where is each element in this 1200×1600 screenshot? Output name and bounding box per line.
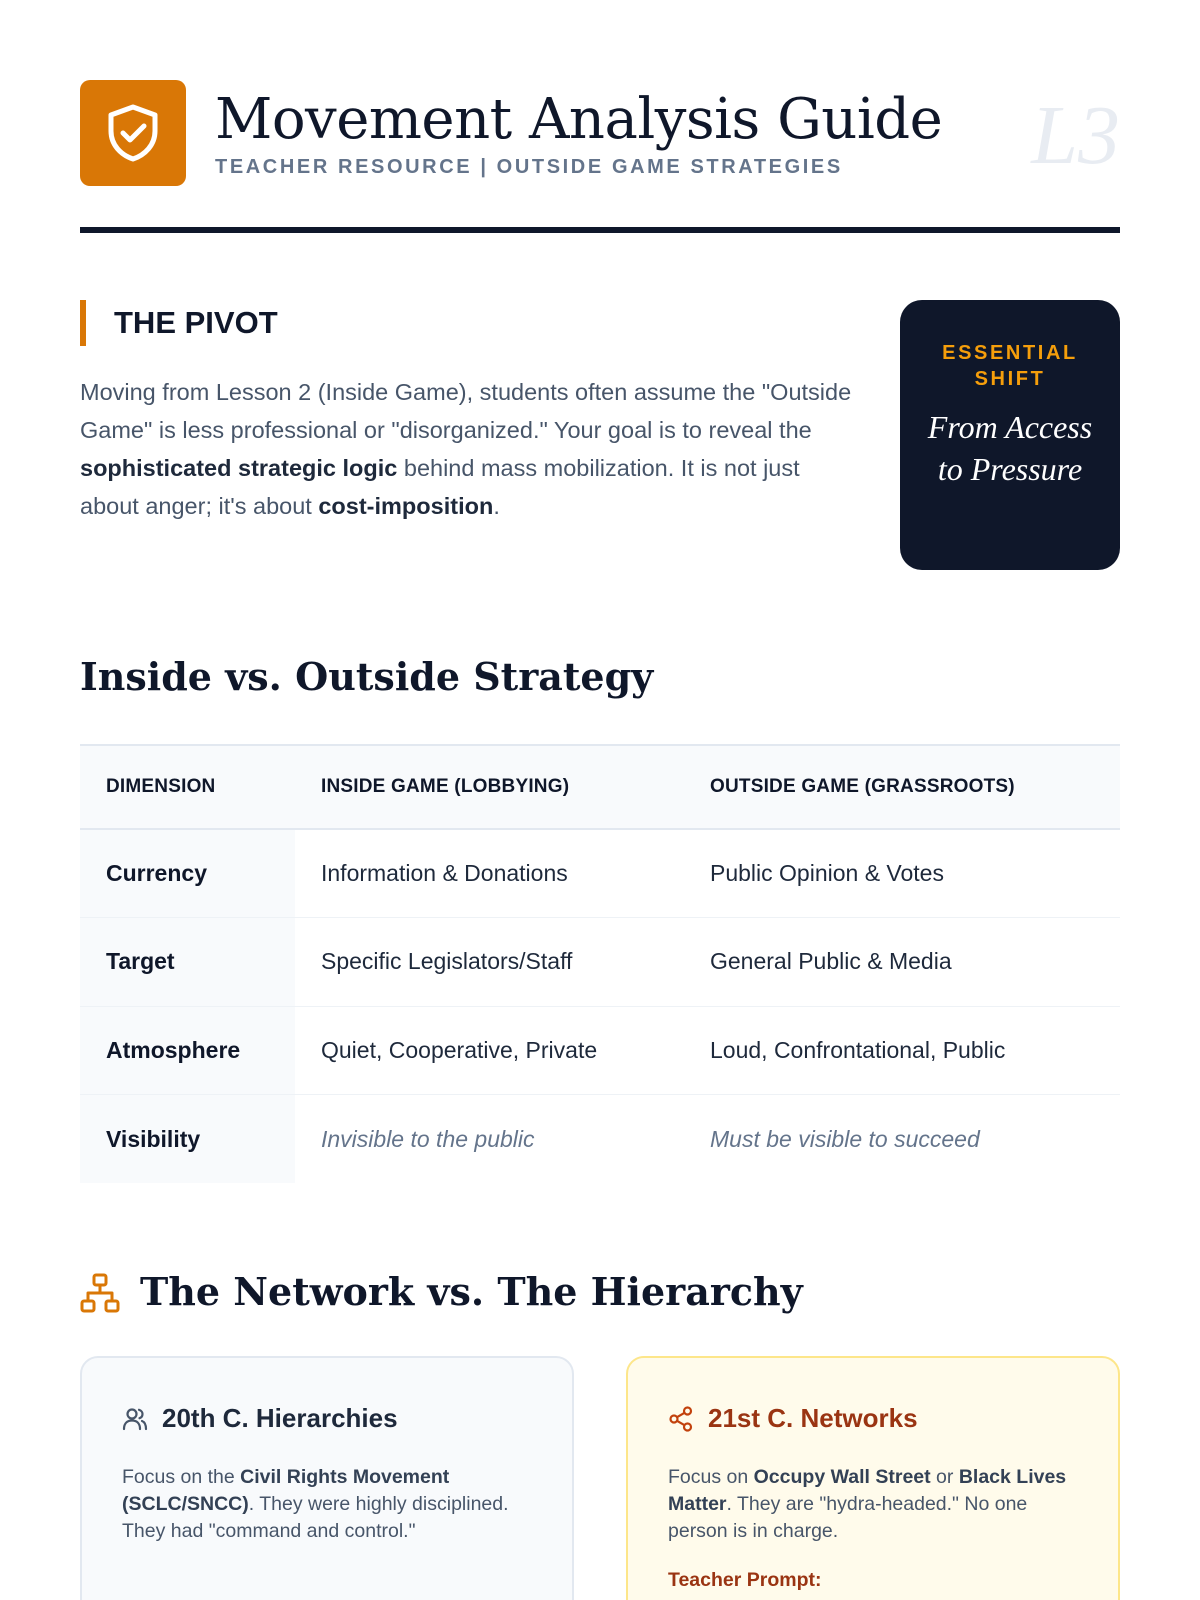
- hierarchies-card: [80, 1356, 574, 1600]
- shield-check-icon: [105, 103, 161, 163]
- outside-cell: Public Opinion & Votes: [684, 829, 1120, 918]
- dimension-cell: Currency: [80, 829, 295, 918]
- logo-badge: [80, 80, 186, 186]
- essential-shift-card: [900, 300, 1120, 570]
- strategy-section-title: Inside vs. Outside Strategy: [80, 654, 654, 699]
- share-nodes-icon: [668, 1406, 694, 1432]
- pivot-heading: THE PIVOT: [80, 300, 780, 346]
- pivot-emphasis-logic: sophisticated strategic logic: [80, 455, 398, 481]
- hierarchies-card-header: [122, 1398, 532, 1438]
- table-row: [80, 829, 1120, 918]
- pivot-paragraph: Moving from Lesson 2 (Inside Game), students often assume the "Outside Game" is less professional or "disorganized." Your goal is to reveal the sophisticated strategic logic behind mass mobilization. It is not just about anger; it's about cost-imposition.: [80, 379, 852, 519]
- column-header: OUTSIDE GAME (GRASSROOTS): [684, 745, 1120, 829]
- outside-cell: Loud, Confrontational, Public: [684, 1006, 1120, 1095]
- outside-cell: Must be visible to succeed: [710, 1125, 980, 1152]
- networks-card-title: 21st C. Networks: [708, 1403, 918, 1433]
- outside-cell: General Public & Media: [684, 918, 1120, 1007]
- hierarchies-card-body: Focus on the Civil Rights Movement (SCLC/SNCC). They were highly disciplined. They had "command and control.": [122, 1466, 509, 1542]
- networks-card: [626, 1356, 1120, 1600]
- inside-cell: Invisible to the public: [321, 1125, 535, 1152]
- network-section-title: The Network vs. The Hierarchy: [140, 1269, 803, 1314]
- header-divider: [80, 227, 1120, 233]
- essential-shift-label: ESSENTIAL SHIFT: [942, 342, 1078, 390]
- sitemap-icon: [80, 1273, 120, 1313]
- pivot-emphasis-cost: cost-imposition: [318, 493, 494, 519]
- page-subtitle: TEACHER RESOURCE | OUTSIDE GAME STRATEGIES: [215, 156, 843, 178]
- inside-cell: Quiet, Cooperative, Private: [295, 1006, 684, 1095]
- hierarchies-card-title: 20th C. Hierarchies: [162, 1403, 398, 1433]
- lesson-watermark: L3: [1031, 89, 1120, 182]
- strategy-comparison-table: [80, 744, 1120, 1183]
- essential-shift-quote: From Access to Pressure: [927, 409, 1093, 487]
- teacher-prompt-label: Teacher Prompt:: [668, 1569, 822, 1591]
- column-header: INSIDE GAME (LOBBYING): [295, 745, 684, 829]
- table-row: [80, 1006, 1120, 1095]
- dimension-cell: Target: [80, 918, 295, 1007]
- table-row: [80, 1095, 1120, 1184]
- dimension-cell: Visibility: [80, 1095, 295, 1184]
- page-header: [80, 80, 1120, 230]
- networks-card-body: Focus on Occupy Wall Street or Black Lives Matter. They are "hydra-headed." No one person is in charge.: [668, 1466, 1067, 1542]
- inside-cell: Information & Donations: [295, 829, 684, 918]
- networks-card-header: [668, 1398, 1078, 1438]
- table-row: [80, 918, 1120, 1007]
- table-header-row: [80, 745, 1120, 829]
- users-icon: [122, 1406, 148, 1432]
- inside-cell: Specific Legislators/Staff: [295, 918, 684, 1007]
- dimension-cell: Atmosphere: [80, 1006, 295, 1095]
- page-title: Movement Analysis Guide: [215, 87, 943, 152]
- network-section-header: [80, 1265, 880, 1319]
- column-header: DIMENSION: [80, 745, 295, 829]
